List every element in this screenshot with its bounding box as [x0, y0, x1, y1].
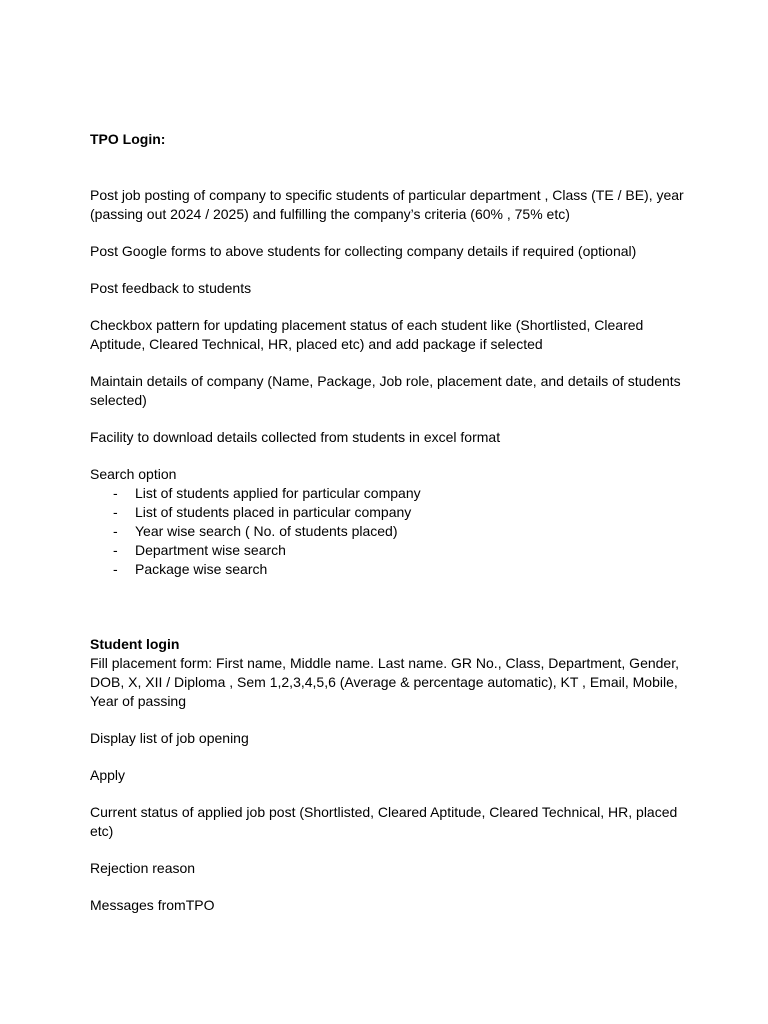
list-item: [90, 503, 690, 522]
bullet-dash: -: [113, 523, 118, 539]
tpo-paragraph-google-forms: Post Google forms to above students for collecting company details if required (optional): [90, 243, 637, 259]
list-item: [90, 560, 690, 579]
tpo-paragraph-download: Facility to download details collected from students in excel format: [90, 429, 501, 445]
student-login-section: [90, 635, 690, 915]
list-item: [90, 522, 690, 541]
tpo-login-section: [90, 130, 690, 579]
document-page: [90, 130, 690, 915]
list-item: [90, 484, 690, 503]
list-item-text: Package wise search: [135, 561, 268, 577]
bullet-dash: -: [113, 485, 118, 501]
student-login-heading: Student login: [90, 636, 180, 652]
search-option-title: Search option: [90, 466, 177, 482]
list-item-text: Year wise search ( No. of students placed): [135, 523, 398, 539]
student-paragraph-rejection-reason: Rejection reason: [90, 860, 196, 876]
tpo-paragraph-checkbox-status: Checkbox pattern for updating placement status of each student like (Shortlisted, Cleared Aptitude, Cleared Technical, HR, placed etc) and add package if selected: [90, 317, 644, 352]
student-paragraph-messages: Messages fromTPO: [90, 897, 215, 913]
bullet-dash: -: [113, 542, 118, 558]
list-item: [90, 541, 690, 560]
list-item-text: Department wise search: [135, 542, 286, 558]
search-option-list: [90, 484, 690, 579]
student-paragraph-apply: Apply: [90, 767, 126, 783]
tpo-paragraph-job-posting: Post job posting of company to specific students of particular department , Class (TE / BE), year (passing out 2024 / 2025) and fulfilling the company’s criteria (60% , 75% etc): [90, 187, 684, 222]
student-paragraph-current-status: Current status of applied job post (Shortlisted, Cleared Aptitude, Cleared Technical, HR, placed etc): [90, 804, 678, 839]
bullet-dash: -: [113, 561, 118, 577]
tpo-login-heading: TPO Login:: [90, 131, 166, 147]
tpo-paragraph-company-details: Maintain details of company (Name, Package, Job role, placement date, and details of students selected): [90, 373, 681, 408]
student-paragraph-placement-form: Fill placement form: First name, Middle name. Last name. GR No., Class, Department, Gender, DOB, X, XII / Diploma , Sem 1,2,3,4,5,6 (Average & percentage automatic), KT , Email, Mobile, Year of passing: [90, 655, 679, 709]
bullet-dash: -: [113, 504, 118, 520]
student-paragraph-job-openings: Display list of job opening: [90, 730, 249, 746]
list-item-text: List of students placed in particular company: [135, 504, 412, 520]
list-item-text: List of students applied for particular company: [135, 485, 421, 501]
tpo-paragraph-feedback: Post feedback to students: [90, 280, 252, 296]
